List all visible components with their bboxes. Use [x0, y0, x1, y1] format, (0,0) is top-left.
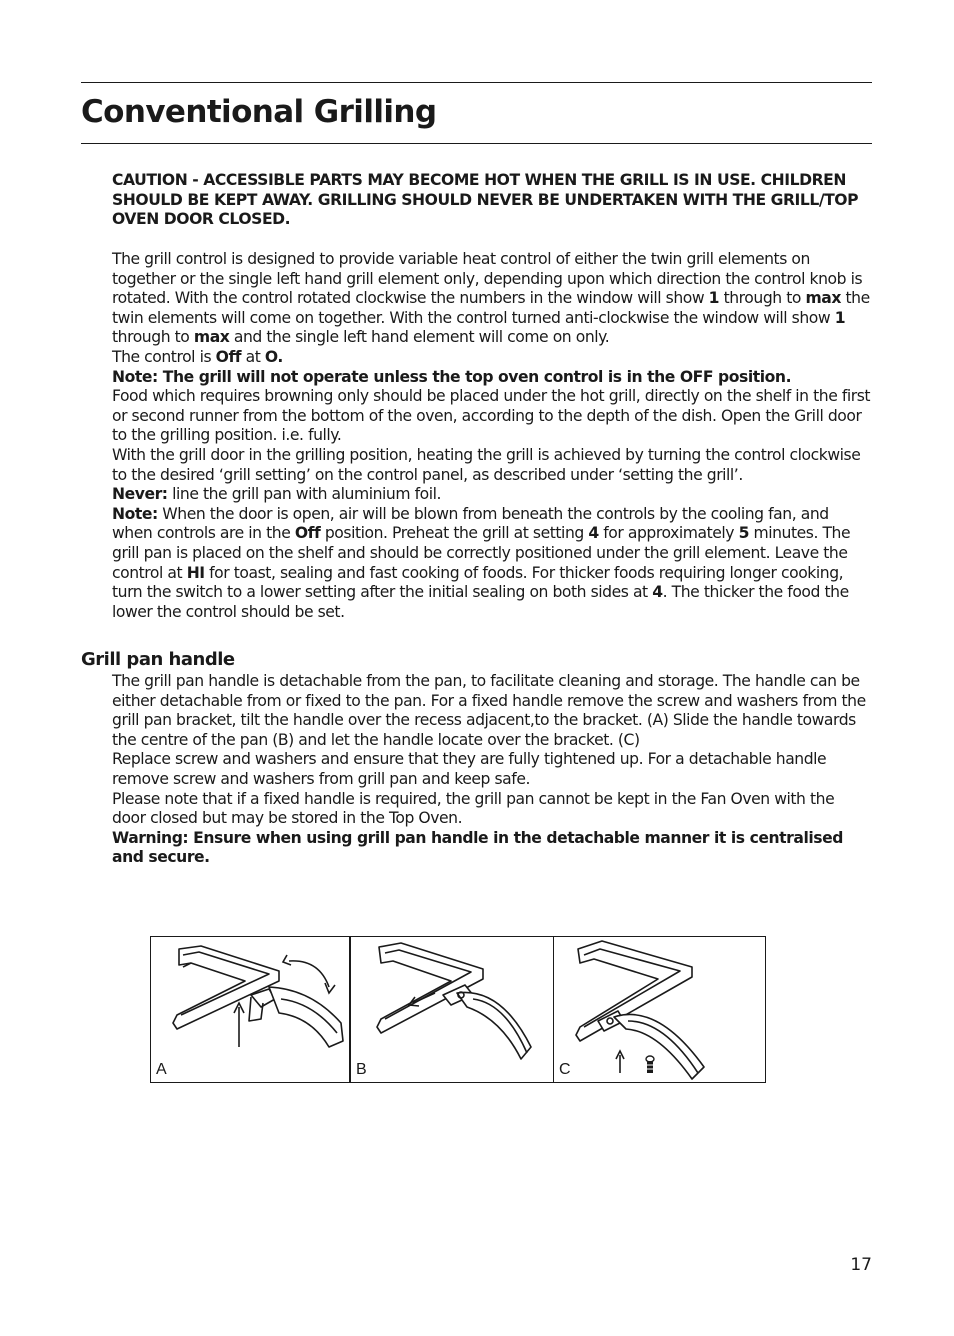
- paragraph-grill-door: With the grill door in the grilling position, heating the grill is achieved by turning the control clockwise to the desired ‘grill setting’ on the control panel, as described under ‘setting the grill’.: [112, 445, 861, 484]
- caution-warning: CAUTION - ACCESSIBLE PARTS MAY BECOME HOT WHEN THE GRILL IS IN USE. CHILDREN SHOULD BE KEPT AWAY. GRILLING SHOULD NEVER BE UNDERTAKEN WITH THE GRILL/TOP OVEN DOOR CLOSED.: [112, 171, 859, 229]
- paragraph-preheat-note: Note: When the door is open, air will be blown from beneath the controls by the cooling fan, and when controls are in the Off position. Preheat the grill at setting 4 for approximately 5 minutes. The grill pan is placed on the shelf and should be correctly positioned under the grill element. Leave the control at HI for toast, sealing and fast cooking of foods. For thicker foods requiring longer cooking, turn the switch to a lower setting after the initial sealing on both sides at 4. The thicker the food the lower the control should be set.: [112, 504, 851, 621]
- warning-centralised: Warning: Ensure when using grill pan handle in the detachable manner it is centralised and secure.: [112, 828, 843, 867]
- paragraph-control-off: The control is Off at O.: [112, 347, 283, 366]
- paragraph-fixed-handle-storage: Please note that if a fixed handle is required, the grill pan cannot be kept in the Fan Oven with the door closed but may be stored in the Top Oven.: [112, 789, 835, 828]
- paragraph-handle-detachable: The grill pan handle is detachable from the pan, to facilitate cleaning and storage. The handle can be either detachable from or fixed to the pan. For a fixed handle remove the screw and washers from the grill pan bracket, tilt the handle over the recess adjacent,to the bracket. (A) Slide the handle towards the centre of the pan (B) and let the handle locate over the bracket. (C): [112, 672, 866, 749]
- paragraph-replace-screw: Replace screw and washers and ensure that they are fully tightened up. For a detachable handle remove screw and washers from grill pan and keep safe.: [112, 750, 827, 788]
- grill-pan-locate-illustration: [554, 937, 766, 1082]
- page-title: Conventional Grilling: [81, 94, 437, 130]
- screw-icon: [646, 1056, 654, 1073]
- panel-label-b: B: [356, 1061, 367, 1078]
- note-top-oven: Note: The grill will not operate unless the top oven control is in the OFF position.: [112, 367, 792, 386]
- grill-pan-slide-illustration: [351, 937, 555, 1082]
- grilling-instructions: [112, 250, 872, 622]
- grill-pan-tilt-illustration: [151, 937, 349, 1082]
- page-number: 17: [850, 1255, 872, 1275]
- figure-panel-c: [553, 937, 766, 1082]
- grill-pan-handle-figure: [150, 936, 766, 1083]
- grill-pan-handle-heading: Grill pan handle: [81, 649, 235, 670]
- panel-label-c: C: [559, 1061, 571, 1078]
- grill-pan-handle-text: [112, 672, 872, 868]
- paragraph-browning: Food which requires browning only should be placed under the hot grill, directly on the shelf in the first or second runner from the bottom of the oven, according to the depth of the dish. Open the Grill door to the grilling position. i.e. fully.: [112, 387, 871, 445]
- paragraph-grill-control: The grill control is designed to provide variable heat control of either the twin grill elements on together or the single left hand grill element only, depending upon which direction the control knob is rotated. With the control rotated clockwise the numbers in the window will show 1 through to max the twin elements will come on together. With the control turned anti-clockwise the window will show 1 through to max and the single left hand element will come on only.: [112, 250, 870, 347]
- top-rule: [81, 82, 872, 83]
- title-underline-rule: [81, 143, 872, 144]
- panel-label-a: A: [156, 1061, 167, 1078]
- figure-panel-b: [349, 937, 555, 1082]
- paragraph-never-foil: Never: line the grill pan with aluminium foil.: [112, 485, 442, 504]
- figure-panel-a: [151, 937, 349, 1082]
